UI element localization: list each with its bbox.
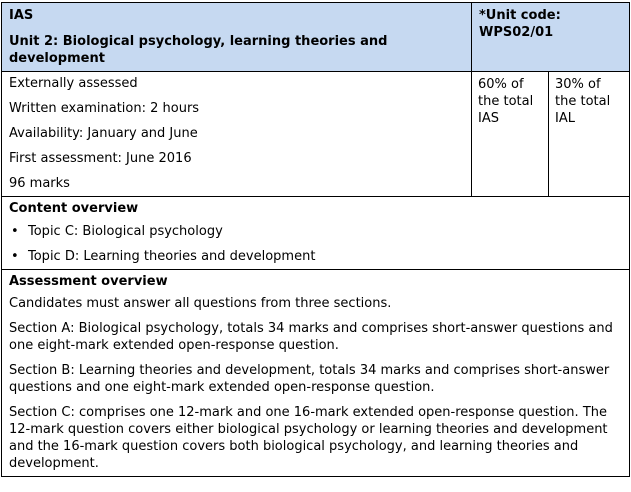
unit-title-cell: [2, 3, 472, 72]
detail-line: Written examination: 2 hours: [9, 101, 200, 116]
assessment-paragraph: Section A: Biological psychology, totals 34 marks and comprises short-answer questions and one eight-mark extended open-response question.: [9, 321, 613, 353]
detail-line: 96 marks: [9, 176, 70, 191]
header-row: [2, 3, 630, 72]
unit-code-cell: [472, 3, 630, 72]
assessment-paragraph: Section B: Learning theories and development, totals 34 marks and comprises short-answer questions and one eight-mark extended open-response question.: [9, 363, 610, 395]
assessment-overview-heading: Assessment overview: [9, 274, 168, 289]
topic-label: Topic D: Learning theories and development: [28, 249, 316, 264]
detail-line: First assessment: June 2016: [9, 151, 192, 166]
details-row: [2, 72, 630, 197]
detail-line: Availability: January and June: [9, 126, 198, 141]
bullet-icon: •: [11, 249, 19, 264]
assessment-overview-cell: [2, 270, 630, 477]
bullet-icon: •: [11, 224, 19, 239]
detail-line: Externally assessed: [9, 76, 138, 91]
weighting-ial: 30% of the total IAL: [549, 72, 630, 197]
topic-label: Topic C: Biological psychology: [28, 224, 223, 239]
assessment-paragraph: Candidates must answer all questions from three sections.: [9, 296, 392, 311]
unit-code: WPS02/01: [479, 25, 554, 40]
content-overview-heading: Content overview: [9, 201, 139, 216]
unit-title: Unit 2: Biological psychology, learning theories and development: [9, 34, 388, 66]
list-item: [9, 223, 622, 240]
unit-summary-table: [1, 2, 630, 477]
assessment-details-cell: [2, 72, 472, 197]
qualification-label: IAS: [9, 8, 34, 23]
content-overview-row: [2, 197, 630, 270]
assessment-overview-row: [2, 270, 630, 477]
content-overview-cell: [2, 197, 630, 270]
assessment-paragraph: Section C: comprises one 12-mark and one 16-mark extended open-response question. The 12-mark question covers either biological psychology or learning theories and development and the 16-mark question covers both biological psychology, and learning theories and development.: [9, 405, 608, 471]
weighting-ias: 60% of the total IAS: [472, 72, 549, 197]
list-item: [9, 248, 622, 265]
topic-list: [9, 223, 622, 265]
unit-code-label: *Unit code:: [479, 8, 561, 23]
